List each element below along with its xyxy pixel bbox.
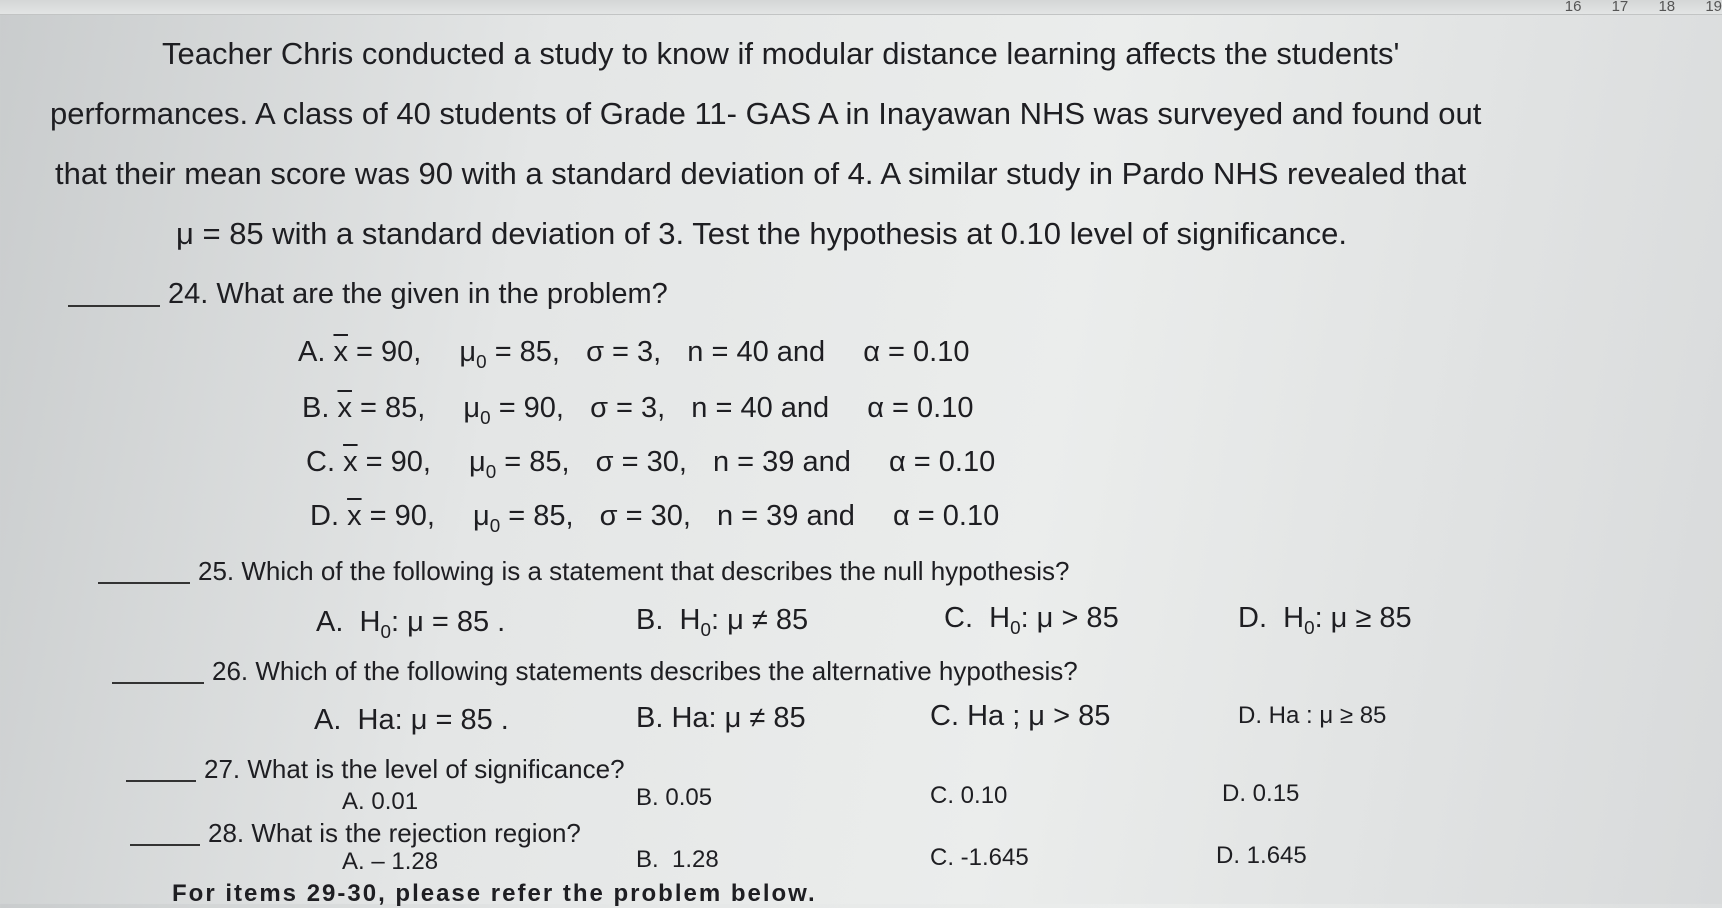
option-26-d[interactable]: D. Ha : μ ≥ 85 — [1238, 702, 1387, 729]
ruler-number: 19 — [1705, 0, 1722, 15]
question-text: 26. Which of the following statements describes the alternative hypothesis? — [212, 656, 1078, 686]
answer-blank[interactable] — [98, 582, 190, 584]
question-24 — [68, 280, 668, 309]
problem-stem-line-2: performances. A class of 40 students of Grade 11- GAS A in Inayawan NHS was surveyed and found out — [50, 96, 1482, 131]
option-25-c[interactable]: C. $H_0$: μ > 85 — [944, 602, 1119, 638]
ruler-number: 18 — [1658, 0, 1676, 15]
option-25-d[interactable]: D. $H_0$: μ ≥ 85 — [1238, 602, 1412, 638]
option-28-c[interactable]: C. -1.645 — [930, 844, 1029, 871]
option-24-a[interactable]: A. $\overline{x} = 90$, $\mu_0 = 85$, σ = 3, n = 40 and α = 0.10 — [298, 336, 970, 372]
problem-stem-line-4: μ = 85 with a standard deviation of 3. Test the hypothesis at 0.10 level of significance. — [176, 216, 1348, 251]
document-ruler — [0, 0, 1722, 15]
option-25-a[interactable]: A. $H_0$: μ = 85 . — [316, 606, 506, 642]
option-26-b[interactable]: B. Ha: μ ≠ 85 — [636, 702, 806, 734]
option-26-a[interactable]: A. Ha: μ = 85 . — [314, 704, 509, 736]
answer-blank[interactable] — [126, 780, 196, 782]
option-28-a[interactable]: A. – 1.28 — [342, 848, 439, 875]
option-28-d[interactable]: D. 1.645 — [1216, 842, 1307, 869]
option-26-c[interactable]: C. Ha ; μ > 85 — [930, 700, 1111, 732]
option-27-a[interactable]: A. 0.01 — [342, 788, 419, 815]
option-24-b[interactable]: B. $\overline{x} = 85$, $\mu_0 = 90$, σ = 3, n = 40 and α = 0.10 — [302, 392, 974, 428]
option-27-c[interactable]: C. 0.10 — [930, 782, 1008, 809]
question-25 — [98, 558, 1069, 584]
question-text: 28. What is the rejection region? — [208, 818, 581, 848]
option-25-b[interactable]: B. $H_0$: μ ≠ 85 — [636, 604, 809, 640]
answer-blank[interactable] — [68, 305, 160, 307]
question-text: 24. What are the given in the problem? — [168, 278, 668, 310]
ruler-number: 16 — [1564, 0, 1582, 15]
question-27 — [126, 756, 625, 782]
option-28-b[interactable]: B. 1.28 — [636, 846, 719, 873]
problem-stem-line-3: that their mean score was 90 with a standard deviation of 4. A similar study in Pardo NHS revealed that — [55, 156, 1467, 191]
option-27-d[interactable]: D. 0.15 — [1222, 780, 1300, 807]
footer-instruction: For items 29-30, please refer the problem below. — [172, 880, 817, 907]
ruler-number: 17 — [1611, 0, 1629, 15]
question-text: 25. Which of the following is a statement that describes the null hypothesis? — [198, 556, 1070, 586]
answer-blank[interactable] — [112, 682, 204, 684]
question-text: 27. What is the level of significance? — [204, 754, 625, 784]
problem-stem-line-1: Teacher Chris conducted a study to know if modular distance learning affects the students' — [162, 36, 1400, 71]
answer-blank[interactable] — [130, 844, 200, 846]
option-24-c[interactable]: C. $\overline{x} = 90$, $\mu_0 = 85$, σ = 30, n = 39 and α = 0.10 — [306, 446, 996, 482]
option-27-b[interactable]: B. 0.05 — [636, 784, 713, 811]
option-24-d[interactable]: D. $\overline{x} = 90$, $\mu_0 = 85$, σ = 30, n = 39 and α = 0.10 — [310, 500, 1000, 536]
question-26 — [112, 658, 1078, 684]
question-28 — [130, 820, 581, 846]
